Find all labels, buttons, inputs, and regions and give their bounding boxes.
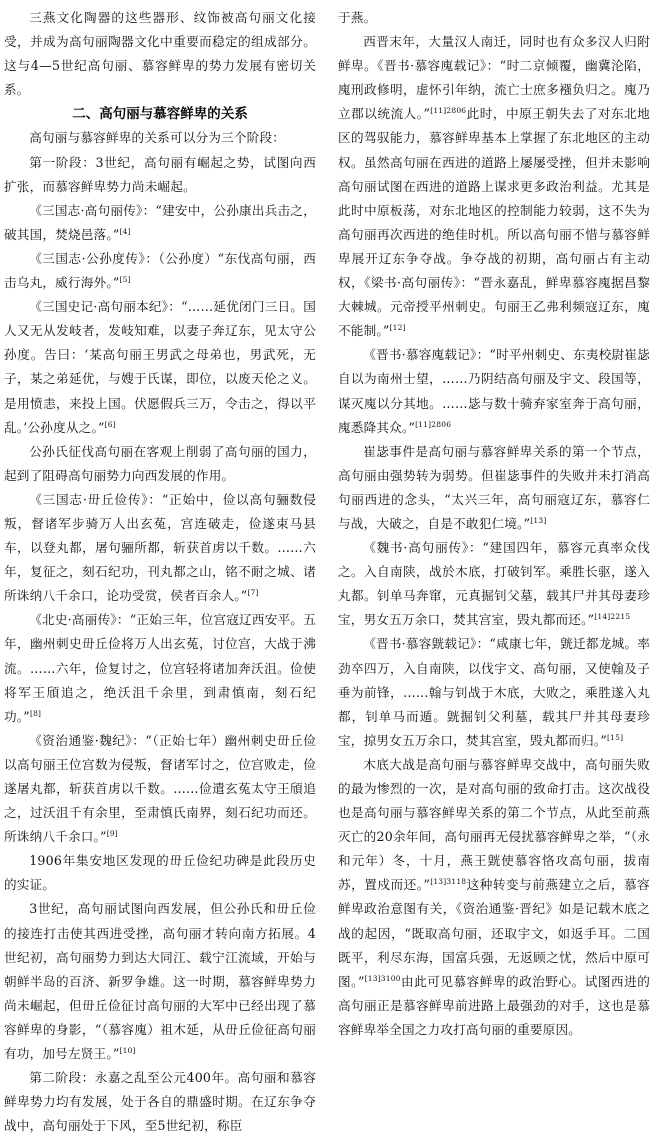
quotation-paragraph: 《魏书·高句丽传》：“建国四年，慕容元真率众伐之。入自南陕，战於木底，打破钊军。乘胜长驱，遂入丸都。钊单马奔窜，元真掘钊父墓，载其尸并其母妻珍宝，男女五万余口，焚其宫室，毁丸都而还。”$^{[14]2215}$: [338, 540, 650, 628]
quotation-paragraph: 《三国志·高句丽传》：“建安中，公孙康出兵击之，破其国，焚烧邑落。”[4]: [4, 202, 316, 242]
citation-ref: [8]: [29, 708, 42, 718]
citation-ref: [5]: [119, 274, 131, 284]
quotation-paragraph: 《资治通鉴·魏纪》：“（正始七年）幽州刺史毌丘俭以高句丽王位宫数为侵叛，督诸军讨之，位宫败走，俭遂屠丸都，斩获首虏以千数。……俭遣玄菟太守王頎追之，过沃沮千有余里，至肃慎氏南界，刻石纪功而还。所诛纳八千余口。”[9]: [4, 732, 316, 845]
citation-ref: [12]: [389, 323, 406, 333]
citation-ref: [13]3118: [430, 877, 467, 887]
citation-ref: [15]: [607, 732, 624, 742]
citation-ref: [7]: [247, 588, 259, 598]
paragraph: 三燕文化陶器的这些器形、纹饰被高句丽文化接受，并成为高句丽陶器文化中重要而稳定的组成部分。这与4—5世纪高句丽、慕容鲜卑的势力发展有密切关系。: [4, 10, 316, 98]
section-heading: 二、高句丽与慕容鲜卑的关系: [72, 106, 248, 123]
paragraph: 高句丽与慕容鲜卑的关系可以分为三个阶段：: [29, 130, 286, 146]
paragraph: 木底大战是高句丽与慕容鲜卑交战中，高句丽失败的最为惨烈的一次，是对高句丽的致命打击。这次战役也是高句丽与慕容鲜卑关系的第二个节点，从此至前燕灭亡的20余年间，高句丽再无侵扰慕容鲜卑之举，“（永和元年）冬，十月，燕王皝使慕容恪攻高句丽，拔南苏，置戍而还。”$^{[13]3118}$这种转变与前燕建立之后，慕容鲜卑政治意图有关，《资治通鉴·晋纪》如是记载木底之战的起因，“既取高句丽，还取宇文，如返手耳。二国既平，利尽东海，国富兵强，无返顾之忧，然后中原可图。”$^{[13]3100}$由此可见慕容鲜卑的政治野心。试图西进的高句丽正是慕容鲜卑前进路上最强劲的对手，这也是慕容鲜卑举全国之力攻打高句丽的重要原因。: [338, 756, 650, 1037]
quotation-paragraph: 《三国志·毌丘俭传》：“正始中，俭以高句骊数侵叛，督诸军步骑万人出玄菟，宫连破走，俭遂束马县车，以登丸都，屠句骊所都，斩获首虏以千数。……六年，复征之，刻石纪功，刊丸都之山，铭不耐之城、诸所诛纳八千余口，论功受赏，侯者百余人。”[7]: [4, 491, 316, 604]
quotation-paragraph: 《三国志·公孙度传》：（公孙度）“东伐高句丽，西击乌丸，威行海外。”[5]: [4, 250, 316, 291]
quotation-paragraph: 《北史·高丽传》：“正始三年，位宫寇辽西安平。五年，幽州刺史毌丘俭将万人出玄菟，讨位宫，大战于沸流。……六年，俭复讨之，位宫轻将诸加奔沃沮。俭使将军王頎追之，绝沃沮千余里，到肃慎南，刻石纪功。”[8]: [4, 612, 316, 724]
paragraph: 1906年集安地区发现的毌丘俭纪功碑是此段历史的实证。: [4, 853, 316, 893]
citation-ref: [11]2806: [415, 419, 452, 429]
paragraph-continued: 于燕。: [338, 10, 377, 25]
citation-ref: [13]: [530, 515, 547, 525]
paragraph: 第二阶段：永嘉之乱至公元400年。高句丽和慕容鲜卑势力均有发展，处于各自的鼎盛时期。在辽东争夺战中，高句丽处于下风，至5世纪初，称臣: [4, 1070, 316, 1134]
paragraph: 第一阶段：3世纪，高句丽有崛起之势，试图向西扩张，而慕容鲜卑势力尚未崛起。: [4, 154, 316, 194]
quotation-paragraph: 《晋书·慕容皝载记》：“咸康七年，皝迁都龙城。率劲卒四万，入自南陕，以伐宇文、高句丽，又使翰及子垂为前锋，……翰与钊战于木底，大败之，乘胜遂入丸都，钊单马而遁。皝掘钊父利墓，载其尸并其母妻珍宝，掠男女五万余口，焚其宫室，毁丸都而归。”[15]: [338, 636, 650, 748]
paragraph: 3世纪，高句丽试图向西发展，但公孙氏和毌丘俭的接连打击使其西进受挫，高句丽才转向南方拓展。4世纪初，高句丽势力到达大同江、载宁江流域，开始与朝鲜半岛的百济、新罗争雄。这一时期，慕容鲜卑势力尚未崛起，但毌丘俭征讨高句丽的大军中已经出现了慕容鲜卑的身影，“（慕容廆）祖木延，从毌丘俭征高句丽有功，加号左贤王。”[10]: [4, 901, 316, 1062]
right-column: [338, 6, 650, 1042]
paragraph: 公孙氏征伐高句丽在客观上削弱了高句丽的国力，起到了阻碍高句丽势力向西发展的作用。: [4, 443, 316, 483]
citation-ref: [11]2806: [430, 106, 467, 116]
citation-ref: [6]: [104, 419, 116, 429]
citation-ref: [10]: [119, 1045, 136, 1055]
paragraph: 西晋末年，大量汉人南迁，同时也有众多汉人归附鲜卑。《晋书·慕容廆载记》：“时二京倾覆，幽冀沦陷，廆刑政修明，虚怀引年纳，流亡士庶多襁负归之。廆乃立郡以统流人。”$^{[11]2806}$此时，中原王朝失去了对东北地区的驾驭能力，慕容鲜卑基本上掌握了东北地区的主动权。虽然高句丽在西进的道路上屡屡受挫，但并未影响高句丽试图在西进的道路上谋求更多政治利益。尤其是此时中原板荡，对东北地区的控制能力较弱，这不失为高句丽再次西进的绝佳时机。所以高句丽不惜与慕容鲜卑展开辽东争夺战。争夺战的初期，高句丽占有主动权，《梁书·高句丽传》：“晋永嘉乱，鲜卑慕容廆据昌黎大棘城。元帝授平州刺史。句丽王乙弗利频寇辽东，廆不能制。”[12]: [338, 34, 650, 339]
quotation-paragraph: 《三国史记·高句丽本纪》：“……延优闭门三日。国人又无从发岐者，发岐知难，以妻子奔辽东，见太守公孙度。告曰：‘某高句丽王男武之母弟也，男武死，无子，某之弟延优，与嫂于氏谋，即位，以废天伦之义。是用愤恚，来投上国。伏愿假兵三万，令击之，得以平乱。’公孙度从之。”[6]: [4, 299, 316, 435]
left-column: [4, 6, 316, 1138]
citation-ref: [13]3100: [364, 973, 401, 983]
citation-ref: [4]: [119, 226, 131, 236]
paragraph: 崔毖事件是高句丽与慕容鲜卑关系的第一个节点，高句丽由强势转为弱势。但崔毖事件的失败并未打消高句丽西进的念头，“太兴三年，高句丽寇辽东，慕容仁与战，大破之，自是不敢犯仁境。”[13]: [338, 443, 650, 531]
quotation-paragraph: 《晋书·慕容廆载记》：“时平州刺史、东夷校尉崔毖自以为南州士望，……乃阴结高句丽及宇文、段国等，谋灭廆以分其地。……毖与数十骑弃家室奔于高句丽，廆悉降其众。”$^{[11]2806}$: [338, 347, 650, 435]
citation-ref: [14]2215: [594, 612, 631, 622]
citation-ref: [9]: [106, 829, 118, 838]
